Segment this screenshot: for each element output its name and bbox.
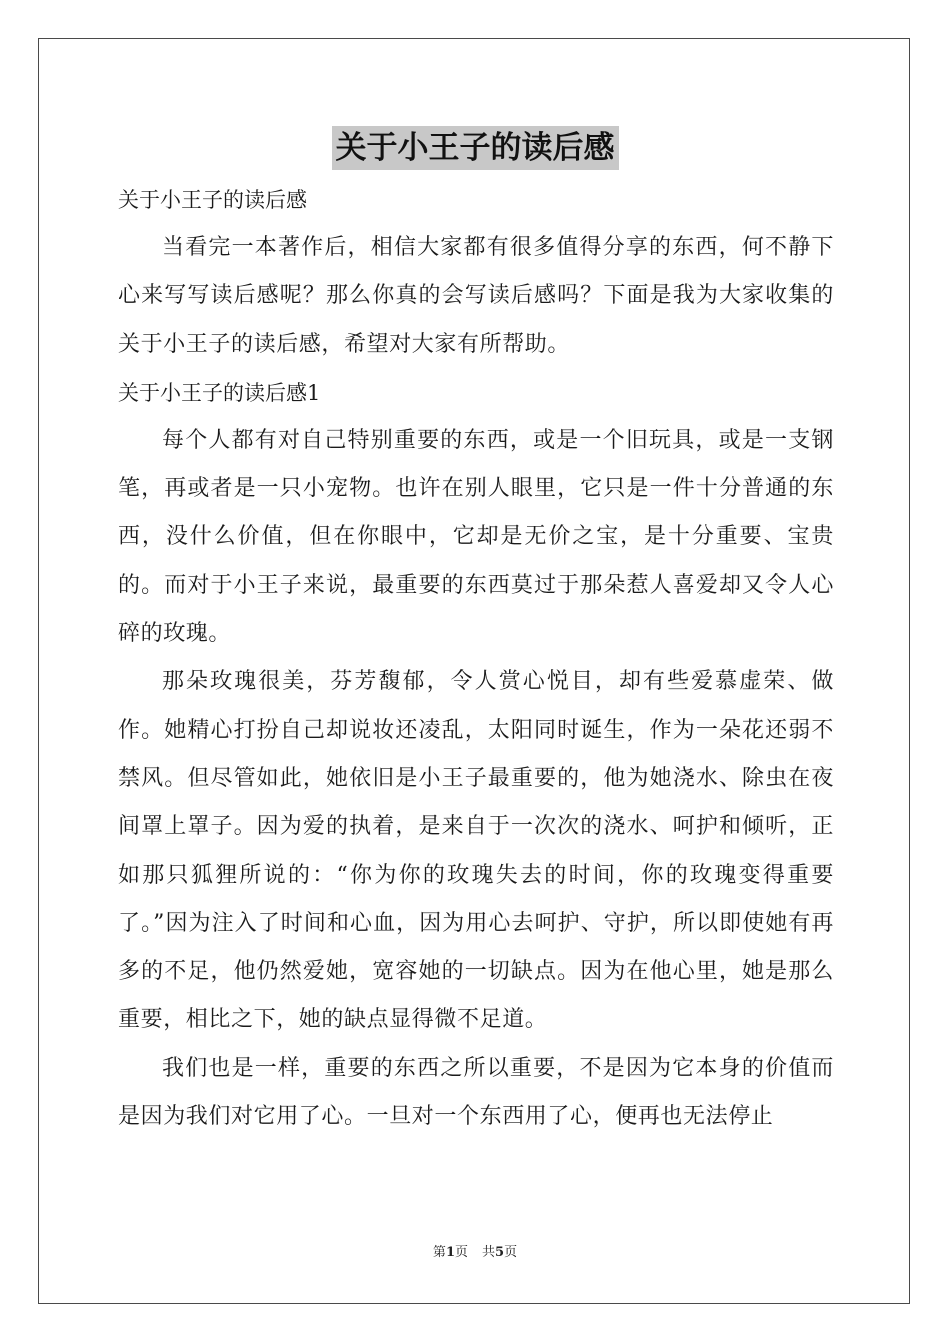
document-body [118, 176, 834, 1141]
subtitle: 关于小王子的读后感 [118, 188, 307, 212]
total-suffix: 页 [504, 1245, 518, 1260]
page-suffix: 页 [454, 1245, 468, 1260]
body-paragraph: 我们也是一样，重要的东西之所以重要，不是因为它本身的价值而是因为我们对它用了心。一旦对一个东西用了心，便再也无法停止 [118, 1055, 834, 1130]
title-area [0, 126, 950, 170]
intro-paragraph: 当看完一本著作后，相信大家都有很多值得分享的东西，何不静下心来写写读后感呢？那么你真的会写读后感吗？下面是我为大家收集的关于小王子的读后感，希望对大家有所帮助。 [118, 235, 834, 357]
page-footer [0, 1243, 950, 1263]
body-paragraph: 每个人都有对自己特别重要的东西，或是一个旧玩具，或是一支钢笔，再或者是一只小宠物。也许在别人眼里，它只是一件十分普通的东西，没什么价值，但在你眼中，它却是无价之宝，是十分重要、宝贵的。而对于小王子来说，最重要的东西莫过于那朵惹人喜爱却又令人心碎的玫瑰。 [118, 427, 834, 647]
page-current: 1 [445, 1245, 455, 1260]
page-total: 5 [495, 1245, 505, 1260]
document-title: 关于小王子的读后感 [332, 126, 619, 170]
section-heading: 关于小王子的读后感1 [118, 380, 321, 405]
body-paragraph: 那朵玫瑰很美，芬芳馥郁，令人赏心悦目，却有些爱慕虚荣、做作。她精心打扮自己却说妆还凌乱，太阳同时诞生，作为一朵花还弱不禁风。但尽管如此，她依旧是小王子最重要的，他为她浇水、除虫在夜间罩上罩子。因为爱的执着，是来自于一次次的浇水、呵护和倾听，正如那只狐狸所说的：“你为你的玫瑰失去的时间，你的玫瑰变得重要了。”因为注入了时间和心血，因为用心去呵护、守护，所以即使她有再多的不足，他仍然爱她，宽容她的一切缺点。因为在他心里，她是那么重要，相比之下，她的缺点显得微不足道。 [118, 669, 834, 1033]
total-prefix: 共 [482, 1245, 496, 1260]
page-prefix: 第 [432, 1245, 446, 1260]
